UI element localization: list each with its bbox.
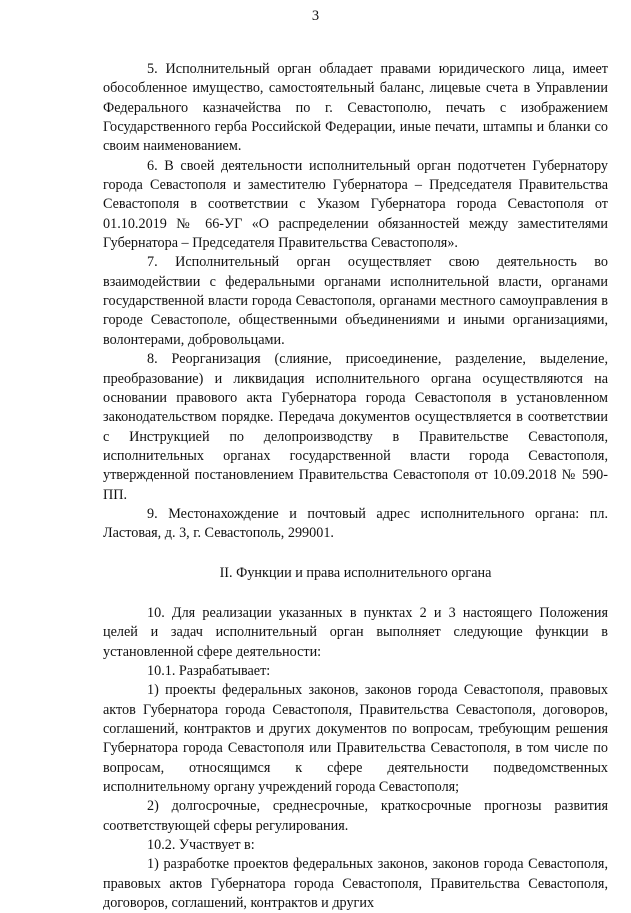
list-item-10-1-2: 2) долгосрочные, среднесрочные, краткосрочные прогнозы развития соответствующей сферы регулирования. bbox=[103, 798, 608, 834]
section-heading: II. Функции и права исполнительного органа bbox=[219, 564, 492, 581]
document-body bbox=[103, 60, 608, 913]
paragraph-10-2: 10.2. Участвует в: bbox=[147, 837, 255, 854]
paragraph-8: 8. Реорганизация (слияние, присоединение, разделение, выделение, преобразование) и ликвидация исполнительного органа осуществляются на основании правового акта Губернатора города Севастополя в установленном законодательством порядке. Передача документов осуществляется в соответствии с Инструкцией по делопроизводству в Правительстве Севастополя, исполнительных органах государственной власти города Севастополя, утвержденной постановлением Правительства Севастополя от 10.09.2018 № 590-ПП. bbox=[103, 351, 608, 503]
paragraph-5: 5. Исполнительный орган обладает правами юридического лица, имеет обособленное имущество, самостоятельный баланс, лицевые счета в Управлении Федерального казначейства по г. Севастополю, печать с изображением Государственного герба Российской Федерации, иные печати, штампы и бланки со своим наименованием. bbox=[103, 61, 608, 155]
list-item-10-1-1: 1) проекты федеральных законов, законов города Севастополя, правовых актов Губернатора города Севастополя, Правительства Севастополя, договоров, соглашений, контрактов и других документов по вопросам, требующим решения Губернатора города Севастополя или Правительства Севастополя, в том числе по вопросам, относящимся к сфере деятельности подведомственных исполнительному органу учреждений города Севастополя; bbox=[103, 682, 608, 796]
list-item-10-2-1: 1) разработке проектов федеральных законов, законов города Севастополя, правовых актов Губернатора города Севастополя, Правительства Севастополя, договоров, соглашений, контрактов и других bbox=[103, 856, 608, 912]
paragraph-7: 7. Исполнительный орган осуществляет свою деятельность во взаимодействии с федеральными органами исполнительной власти, органами государственной власти города Севастополя, органами местного самоуправления в городе Севастополе, общественными объединениями и иными организациями, волонтерами, добровольцами. bbox=[103, 254, 608, 348]
paragraph-10-1: 10.1. Разрабатывает: bbox=[147, 662, 271, 679]
page-number: 3 bbox=[311, 8, 320, 24]
paragraph-10: 10. Для реализации указанных в пунктах 2 и 3 настоящего Положения целей и задач исполнительный орган выполняет следующие функции в установленной сфере деятельности: bbox=[103, 604, 608, 660]
paragraph-9: 9. Местонахождение и почтовый адрес исполнительного органа: пл. Ластовая, д. 3, г. Севастополь, 299001. bbox=[103, 505, 608, 542]
paragraph-6: 6. В своей деятельности исполнительный орган подотчетен Губернатору города Севастополя и заместителю Губернатора – Председателя Правительства Севастополя в соответствии с Указом Губернатора города Севастополя от 01.10.2019 № 66-УГ «О распределении обязанностей между заместителями Губернатора – Председателя Правительства Севастополя». bbox=[103, 157, 608, 252]
